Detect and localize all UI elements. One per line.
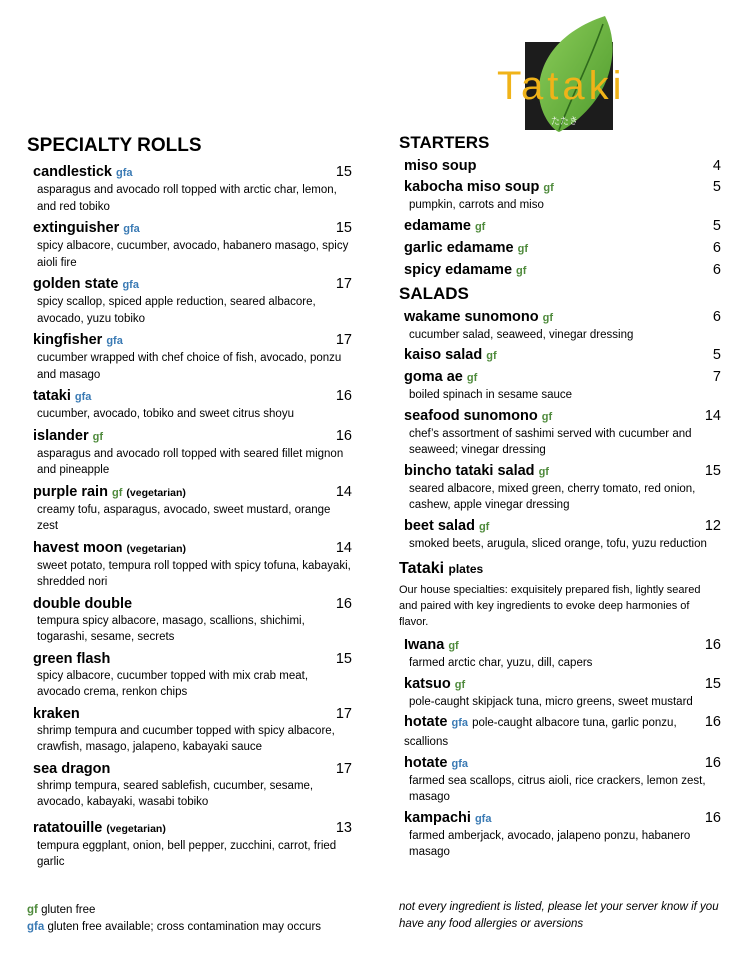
- diet-tag: gfa: [123, 223, 140, 235]
- diet-tag: gfa: [116, 167, 133, 179]
- starters-heading: STARTERS: [399, 133, 490, 152]
- menu-item: [27, 650, 352, 701]
- item-price: 17: [335, 760, 352, 777]
- menu-item: [27, 275, 352, 327]
- item-name: havest moon: [33, 539, 123, 556]
- menu-item: [399, 239, 721, 258]
- item-name: miso soup: [404, 158, 477, 174]
- item-name: kingfisher: [33, 332, 103, 348]
- item-description: pole-caught skipjack tuna, micro greens, sweet mustard: [409, 695, 693, 708]
- item-price: 17: [335, 276, 352, 292]
- menu-item: [27, 760, 352, 811]
- menu-item: [399, 217, 721, 236]
- plates-title: Tataki: [399, 560, 445, 577]
- tataki-logo: [497, 14, 643, 132]
- menu-item: [27, 387, 352, 423]
- diet-tag: gf: [111, 486, 123, 499]
- menu-item: [399, 636, 721, 672]
- item-price: 5: [712, 179, 721, 195]
- allergy-note: not every ingredient is listed, please let your server know if you have any food allergies or aversions: [399, 901, 719, 930]
- item-description: smoked beets, arugula, sliced orange, tofu, yuzu reduction: [409, 537, 707, 550]
- diet-tag: gf: [466, 372, 478, 384]
- item-price: 16: [335, 427, 352, 444]
- item-description: shrimp tempura, seared sablefish, cucumber, sesame, avocado, kabayaki, wasabi tobiko: [37, 779, 314, 808]
- item-name: tataki: [33, 388, 71, 404]
- menu-item: [399, 261, 721, 280]
- menu-item: [27, 219, 352, 271]
- item-description: pole-caught albacore tuna, garlic ponzu, scallions: [404, 717, 677, 748]
- item-description: tempura eggplant, onion, bell pepper, zucchini, carrot, fried garlic: [37, 839, 337, 868]
- item-price: 16: [335, 388, 352, 404]
- menu-item: [399, 713, 721, 751]
- item-price: 4: [712, 158, 721, 174]
- item-price: 13: [335, 819, 352, 836]
- diet-tag: gf: [454, 678, 466, 691]
- item-name: goma ae: [404, 369, 463, 385]
- item-name: golden state: [33, 276, 119, 292]
- diet-tag: gfa: [74, 391, 92, 403]
- item-name: candlestick: [33, 164, 112, 180]
- item-name: kabocha miso soup: [404, 179, 540, 195]
- specialty-rolls-section: [27, 135, 352, 875]
- item-price: 12: [704, 517, 721, 534]
- item-description: spicy albacore, cucumber topped with mix crab meat, avocado crema, renkon chips: [37, 669, 309, 698]
- menu-item: [399, 517, 721, 553]
- diet-tag: gf: [448, 640, 459, 652]
- item-description: creamy tofu, asparagus, avocado, sweet mustard, orange zest: [37, 503, 331, 532]
- plates-subtitle: plates: [448, 562, 484, 576]
- item-price: 16: [704, 754, 721, 771]
- item-name: extinguisher: [33, 220, 120, 236]
- item-name: seafood sunomono: [404, 407, 538, 424]
- item-name: ratatouille: [33, 819, 103, 836]
- menu-item: [399, 346, 721, 365]
- item-name: kampachi: [404, 809, 471, 826]
- item-description: cucumber wrapped with chef choice of fish, avocado, ponzu and masago: [37, 352, 342, 381]
- item-price: 17: [335, 332, 352, 348]
- logo-kana: たたき: [551, 116, 579, 126]
- item-name: spicy edamame: [404, 261, 513, 278]
- menu-item: [27, 819, 352, 871]
- plates-header: [399, 560, 721, 578]
- item-name: Iwana: [404, 637, 445, 653]
- menu-item: [399, 462, 721, 514]
- item-price: 16: [704, 637, 721, 653]
- item-description: cucumber salad, seaweed, vinegar dressing: [409, 328, 634, 341]
- item-price: 15: [335, 650, 352, 667]
- item-price: 5: [712, 217, 721, 234]
- item-price: 14: [704, 407, 721, 424]
- item-description: tempura spicy albacore, masago, scallions, shichimi, togarashi, sesame, secrets: [37, 614, 305, 643]
- item-description: farmed amberjack, avocado, jalapeno ponzu, habanero masago: [409, 829, 691, 858]
- item-price: 15: [335, 164, 352, 180]
- diet-tag: gf: [478, 520, 490, 533]
- item-price: 7: [712, 369, 721, 385]
- legend-gfa: gfa gluten free available; cross contamination may occurs: [27, 920, 322, 933]
- diet-tag: gf: [541, 410, 553, 423]
- section-heading: SPECIALTY ROLLS: [27, 135, 202, 156]
- starters-salads-section: [399, 133, 721, 864]
- item-description: pumpkin, carrots and miso: [409, 199, 544, 211]
- diet-tag: gf: [516, 264, 527, 277]
- item-name: kraken: [33, 705, 80, 722]
- item-price: 16: [704, 714, 721, 730]
- item-name: sea dragon: [33, 760, 111, 777]
- legend-gf: gf gluten free: [27, 904, 96, 916]
- diet-tag: gfa: [122, 279, 139, 291]
- diet-tag: gfa: [451, 717, 469, 729]
- item-price: 14: [335, 483, 352, 500]
- item-price: 17: [335, 705, 352, 722]
- diet-tag: gfa: [106, 335, 123, 347]
- item-description: seared albacore, mixed green, cherry tomato, red onion, cashew, apple vinegar dressing: [409, 482, 696, 511]
- diet-tag: gfa: [474, 812, 492, 825]
- item-price: 5: [712, 347, 721, 363]
- item-name: wakame sunomono: [404, 308, 539, 325]
- item-price: 6: [712, 239, 721, 256]
- item-name: double double: [33, 595, 133, 612]
- item-description: spicy albacore, cucumber, avocado, habanero masago, spicy aioli fire: [37, 240, 349, 269]
- diet-tag: gf: [543, 182, 554, 194]
- diet-tag: gfa: [451, 757, 469, 770]
- item-price: 6: [712, 261, 721, 278]
- plates-intro: Our house specialties: exquisitely prepared fish, lightly seared and paired with key ingredients to evoke deep harmonies of flavor.: [399, 584, 701, 628]
- item-name: edamame: [404, 217, 471, 234]
- item-description: farmed arctic char, yuzu, dill, capers: [409, 657, 593, 669]
- item-description: boiled spinach in sesame sauce: [409, 389, 573, 401]
- menu-item: [399, 368, 721, 404]
- item-name: green flash: [33, 650, 111, 667]
- item-price: 6: [712, 308, 721, 325]
- item-description: shrimp tempura and cucumber topped with spicy albacore, crawfish, masago, jalapeno, kabayaki sauce: [37, 724, 335, 753]
- diet-tag: gf: [517, 242, 529, 255]
- vegetarian-tag: (vegetarian): [126, 486, 186, 499]
- diet-tag: gf: [92, 430, 104, 443]
- item-description: spicy scallop, spiced apple reduction, seared albacore, avocado, yuzu tobiko: [37, 296, 316, 325]
- item-price: 14: [335, 539, 352, 556]
- menu-item: [27, 539, 352, 591]
- vegetarian-tag: (vegetarian): [126, 542, 186, 555]
- salads-heading: SALADS: [399, 283, 469, 303]
- item-description: farmed sea scallops, citrus aioli, rice crackers, lemon zest, masago: [409, 774, 706, 803]
- item-description: chef’s assortment of sashimi served with cucumber and seaweed; vinegar dressing: [409, 427, 692, 456]
- item-description: sweet potato, tempura roll topped with spicy tofuna, kabayaki, shredded nori: [37, 559, 351, 588]
- item-name: bincho tataki salad: [404, 462, 535, 479]
- item-price: 15: [335, 220, 352, 236]
- vegetarian-tag: (vegetarian): [106, 822, 166, 835]
- item-name: beet salad: [404, 517, 475, 534]
- diet-tag: gf: [542, 311, 553, 324]
- menu-item: [27, 595, 352, 646]
- item-name: purple rain: [33, 483, 108, 500]
- logo-wordmark: Tataki: [497, 64, 626, 108]
- legend: [27, 902, 321, 935]
- item-name: garlic edamame: [404, 239, 514, 256]
- item-price: 16: [704, 809, 721, 826]
- diet-tag: gf: [538, 465, 549, 478]
- menu-item: [399, 157, 721, 175]
- item-name: katsuo: [404, 675, 451, 692]
- item-name: hotate: [404, 754, 448, 771]
- item-price: 15: [704, 675, 721, 692]
- diet-tag: gf: [486, 350, 497, 362]
- menu-item: [27, 163, 352, 215]
- menu-item: [399, 178, 721, 214]
- item-price: 15: [704, 462, 721, 479]
- item-name: kaiso salad: [404, 347, 483, 363]
- menu-item: [27, 705, 352, 756]
- menu-item: [27, 331, 352, 383]
- item-price: 16: [335, 595, 352, 612]
- item-description: asparagus and avocado roll topped with arctic char, lemon, and red tobiko: [37, 184, 337, 213]
- menu-item: [399, 675, 721, 711]
- menu-item: [399, 809, 721, 861]
- menu-item: [399, 308, 721, 344]
- diet-tag: gf: [474, 220, 486, 233]
- menu-item: [399, 754, 721, 806]
- item-description: cucumber, avocado, tobiko and sweet citrus shoyu: [37, 408, 294, 420]
- item-name: hotate: [404, 714, 448, 730]
- menu-item: [399, 407, 721, 459]
- menu-item: [27, 483, 352, 535]
- menu-item: [27, 427, 352, 479]
- item-description: asparagus and avocado roll topped with seared fillet mignon and pineapple: [37, 447, 344, 476]
- item-name: islander: [33, 427, 89, 444]
